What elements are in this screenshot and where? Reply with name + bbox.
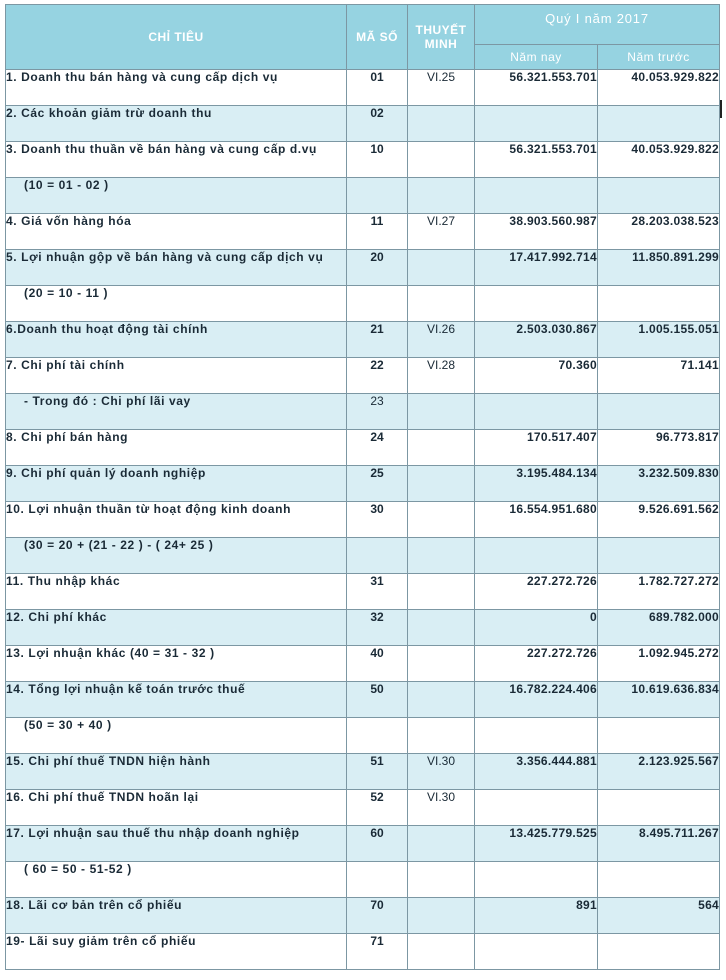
row-code: 22 — [347, 358, 408, 394]
row-current-year: 227.272.726 — [475, 646, 598, 682]
row-code: 20 — [347, 250, 408, 286]
row-code: 70 — [347, 898, 408, 934]
row-current-year — [475, 178, 598, 214]
row-code: 24 — [347, 430, 408, 466]
row-current-year — [475, 862, 598, 898]
row-current-year — [475, 106, 598, 142]
row-label: 9. Chi phí quản lý doanh nghiệp — [6, 466, 347, 502]
row-note — [408, 286, 475, 322]
row-note — [408, 898, 475, 934]
table-row — [6, 430, 720, 466]
row-current-year: 16.782.224.406 — [475, 682, 598, 718]
row-note: VI.28 — [408, 358, 475, 394]
row-note — [408, 610, 475, 646]
row-current-year — [475, 790, 598, 826]
table-row — [6, 898, 720, 934]
table-row — [6, 538, 720, 574]
row-note: VI.30 — [408, 754, 475, 790]
row-current-year: 891 — [475, 898, 598, 934]
table-row — [6, 214, 720, 250]
row-label: 1. Doanh thu bán hàng và cung cấp dịch vụ — [6, 70, 347, 106]
row-previous-year — [598, 862, 720, 898]
row-previous-year: 11.850.891.299 — [598, 250, 720, 286]
income-statement-table — [5, 4, 720, 970]
row-current-year: 3.356.444.881 — [475, 754, 598, 790]
row-note — [408, 106, 475, 142]
row-note — [408, 394, 475, 430]
row-previous-year: 28.203.038.523 — [598, 214, 720, 250]
row-label: 12. Chi phí khác — [6, 610, 347, 646]
header-current-year: Năm nay — [475, 45, 598, 70]
table-row — [6, 322, 720, 358]
row-label: 2. Các khoản giảm trừ doanh thu — [6, 106, 347, 142]
row-current-year — [475, 718, 598, 754]
row-label: 7. Chi phí tài chính — [6, 358, 347, 394]
row-note — [408, 250, 475, 286]
row-previous-year: 40.053.929.822 — [598, 70, 720, 106]
header-thuyet-minh-line1: THUYẾT — [415, 23, 467, 37]
row-label: 14. Tổng lợi nhuận kế toán trước thuế — [6, 682, 347, 718]
row-current-year: 16.554.951.680 — [475, 502, 598, 538]
row-note: VI.26 — [408, 322, 475, 358]
row-code: 40 — [347, 646, 408, 682]
row-label: 11. Thu nhập khác — [6, 574, 347, 610]
row-code: 01 — [347, 70, 408, 106]
header-thuyet-minh-line2: MINH — [424, 37, 458, 51]
row-label: 4. Giá vốn hàng hóa — [6, 214, 347, 250]
row-code: 31 — [347, 574, 408, 610]
row-current-year — [475, 394, 598, 430]
table-row — [6, 142, 720, 178]
row-label: ( 60 = 50 - 51-52 ) — [6, 862, 347, 898]
row-previous-year: 9.526.691.562 — [598, 502, 720, 538]
row-label: (30 = 20 + (21 - 22 ) - ( 24+ 25 ) — [6, 538, 347, 574]
table-row — [6, 178, 720, 214]
row-code: 32 — [347, 610, 408, 646]
row-note — [408, 574, 475, 610]
table-row — [6, 790, 720, 826]
row-note — [408, 934, 475, 970]
row-previous-year: 689.782.000 — [598, 610, 720, 646]
row-previous-year: 96.773.817 — [598, 430, 720, 466]
table-row — [6, 934, 720, 970]
row-current-year: 13.425.779.525 — [475, 826, 598, 862]
row-code: 02 — [347, 106, 408, 142]
row-code — [347, 718, 408, 754]
row-code: 71 — [347, 934, 408, 970]
table-row — [6, 610, 720, 646]
header-thuyet-minh — [408, 5, 475, 70]
row-label: 13. Lợi nhuận khác (40 = 31 - 32 ) — [6, 646, 347, 682]
row-code: 21 — [347, 322, 408, 358]
row-note: VI.27 — [408, 214, 475, 250]
row-previous-year: 1.092.945.272 — [598, 646, 720, 682]
row-previous-year — [598, 934, 720, 970]
table-row — [6, 718, 720, 754]
row-current-year — [475, 286, 598, 322]
header-chi-tieu: CHỈ TIÊU — [6, 5, 347, 70]
row-label: 6.Doanh thu hoạt động tài chính — [6, 322, 347, 358]
row-previous-year: 1.782.727.272 — [598, 574, 720, 610]
row-previous-year — [598, 790, 720, 826]
row-label: 17. Lợi nhuận sau thuế thu nhập doanh nghiệp — [6, 826, 347, 862]
row-previous-year: 2.123.925.567 — [598, 754, 720, 790]
row-code: 23 — [347, 394, 408, 430]
row-code: 50 — [347, 682, 408, 718]
header-quarter: Quý I năm 2017 — [475, 5, 720, 45]
table-row — [6, 358, 720, 394]
row-note — [408, 646, 475, 682]
row-code: 52 — [347, 790, 408, 826]
row-previous-year — [598, 178, 720, 214]
row-current-year: 227.272.726 — [475, 574, 598, 610]
row-note — [408, 502, 475, 538]
row-current-year: 17.417.992.714 — [475, 250, 598, 286]
row-note — [408, 862, 475, 898]
table-row — [6, 682, 720, 718]
table-row — [6, 106, 720, 142]
header-previous-year: Năm trước — [598, 45, 720, 70]
table-row — [6, 862, 720, 898]
table-row — [6, 286, 720, 322]
row-current-year: 170.517.407 — [475, 430, 598, 466]
row-current-year: 56.321.553.701 — [475, 142, 598, 178]
row-current-year: 38.903.560.987 — [475, 214, 598, 250]
row-label: 8. Chi phí bán hàng — [6, 430, 347, 466]
row-previous-year: 71.141 — [598, 358, 720, 394]
header-ma-so: MÃ SỐ — [347, 5, 408, 70]
row-previous-year — [598, 538, 720, 574]
row-code — [347, 286, 408, 322]
table-row — [6, 754, 720, 790]
row-current-year: 2.503.030.867 — [475, 322, 598, 358]
row-label: 10. Lợi nhuận thuần từ hoạt động kinh doanh — [6, 502, 347, 538]
row-code: 60 — [347, 826, 408, 862]
row-previous-year: 564 — [598, 898, 720, 934]
row-note — [408, 826, 475, 862]
row-previous-year: 8.495.711.267 — [598, 826, 720, 862]
row-previous-year — [598, 106, 720, 142]
row-label: 19- Lãi suy giảm trên cổ phiếu — [6, 934, 347, 970]
row-current-year: 56.321.553.701 — [475, 70, 598, 106]
table-row — [6, 502, 720, 538]
text-cursor — [720, 100, 722, 118]
row-code — [347, 538, 408, 574]
row-code: 25 — [347, 466, 408, 502]
row-label: 5. Lợi nhuận gộp về bán hàng và cung cấp dịch vụ — [6, 250, 347, 286]
row-previous-year — [598, 394, 720, 430]
row-current-year — [475, 538, 598, 574]
row-label: 16. Chi phí thuế TNDN hoãn lại — [6, 790, 347, 826]
row-note — [408, 538, 475, 574]
row-label: 15. Chi phí thuế TNDN hiện hành — [6, 754, 347, 790]
row-label: 18. Lãi cơ bản trên cổ phiếu — [6, 898, 347, 934]
row-current-year: 70.360 — [475, 358, 598, 394]
row-current-year: 0 — [475, 610, 598, 646]
row-label: (50 = 30 + 40 ) — [6, 718, 347, 754]
row-code: 51 — [347, 754, 408, 790]
row-note: VI.30 — [408, 790, 475, 826]
row-label: (10 = 01 - 02 ) — [6, 178, 347, 214]
row-previous-year — [598, 718, 720, 754]
row-current-year — [475, 934, 598, 970]
row-code: 30 — [347, 502, 408, 538]
row-previous-year — [598, 286, 720, 322]
row-current-year: 3.195.484.134 — [475, 466, 598, 502]
row-code — [347, 178, 408, 214]
row-previous-year: 1.005.155.051 — [598, 322, 720, 358]
row-note: VI.25 — [408, 70, 475, 106]
row-note — [408, 178, 475, 214]
table-row — [6, 70, 720, 106]
table-row — [6, 826, 720, 862]
table-row — [6, 250, 720, 286]
row-previous-year: 10.619.636.834 — [598, 682, 720, 718]
table-row — [6, 646, 720, 682]
row-note — [408, 718, 475, 754]
row-note — [408, 466, 475, 502]
row-code: 10 — [347, 142, 408, 178]
row-code: 11 — [347, 214, 408, 250]
table-row — [6, 466, 720, 502]
row-previous-year: 3.232.509.830 — [598, 466, 720, 502]
row-label: 3. Doanh thu thuần về bán hàng và cung cấp d.vụ — [6, 142, 347, 178]
row-label: - Trong đó : Chi phí lãi vay — [6, 394, 347, 430]
row-code — [347, 862, 408, 898]
row-note — [408, 682, 475, 718]
table-row — [6, 574, 720, 610]
row-label: (20 = 10 - 11 ) — [6, 286, 347, 322]
row-note — [408, 142, 475, 178]
row-note — [408, 430, 475, 466]
table-row — [6, 394, 720, 430]
row-previous-year: 40.053.929.822 — [598, 142, 720, 178]
